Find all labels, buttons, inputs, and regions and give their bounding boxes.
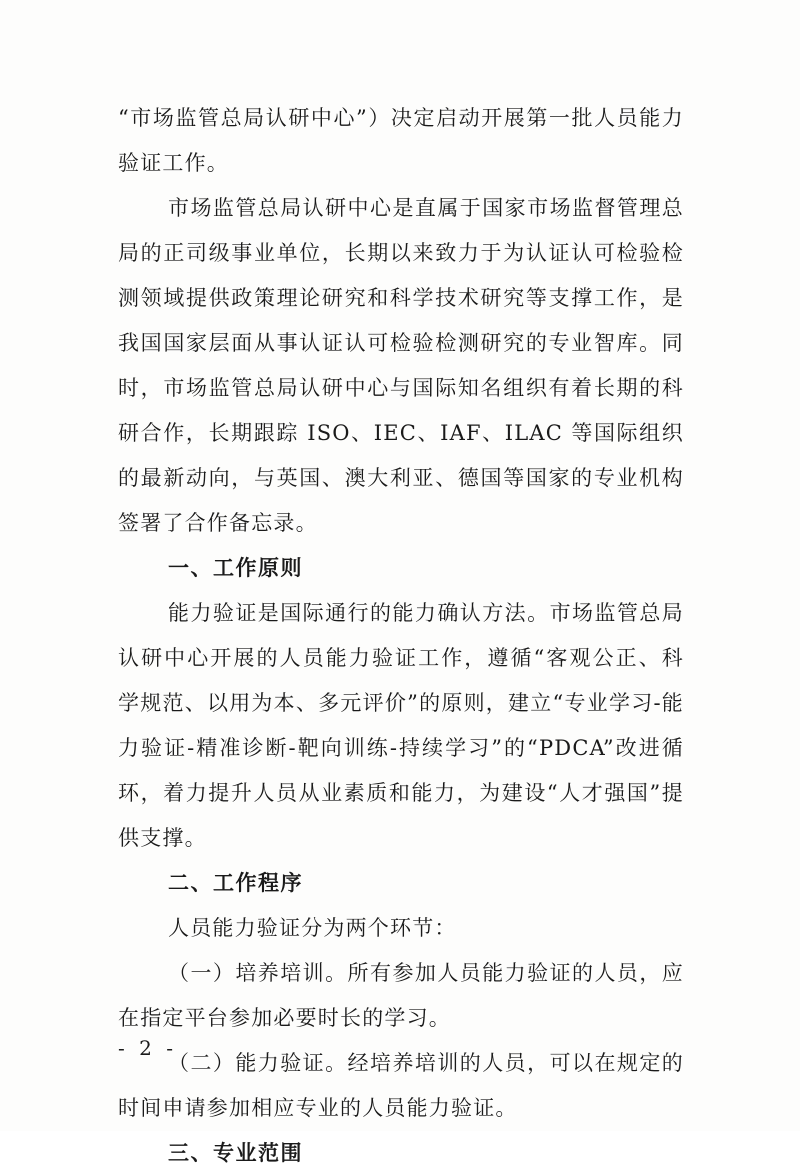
section-heading-procedure: 二、工作程序: [168, 871, 303, 895]
paragraph-procedure-verification: （二）能力验证。经培养培训的人员，可以在规定的时间申请参加相应专业的人员能力验证。: [118, 1051, 684, 1120]
document-body: [118, 96, 684, 1176]
paragraph-procedure-training: （一）培养培训。所有参加人员能力验证的人员，应在指定平台参加必要时长的学习。: [118, 961, 684, 1030]
paragraph-procedure-intro: 人员能力验证分为两个环节：: [168, 916, 457, 940]
paragraph-principles: 能力验证是国际通行的能力确认方法。市场监管总局认研中心开展的人员能力验证工作，遵循“客观公正、科学规范、以用为本、多元评价”的原则，建立“专业学习-能力验证-精准诊断-靶向训练-持续学习”的“PDCA”改进循环，着力提升人员从业素质和能力，为建设“人才强国”提供支撑。: [118, 601, 684, 850]
page-number: - 2 -: [118, 1036, 177, 1060]
section-heading-scope: 三、专业范围: [168, 1141, 303, 1165]
paragraph-center-description: 市场监管总局认研中心是直属于国家市场监督管理总局的正司级事业单位，长期以来致力于为认证认可检验检测领域提供政策理论研究和科学技术研究等支撑工作，是我国国家层面从事认证认可检验检测研究的专业智库。同时，市场监管总局认研中心与国际知名组织有着长期的科研合作，长期跟踪 ISO、IEC、IAF、ILAC 等国际组织的最新动向，与英国、澳大利亚、德国等国家的专业机构签署了合作备忘录。: [118, 196, 684, 535]
paragraph-intro-continuation: “市场监管总局认研中心”）决定启动开展第一批人员能力验证工作。: [118, 106, 684, 175]
section-heading-principles: 一、工作原则: [168, 556, 303, 580]
